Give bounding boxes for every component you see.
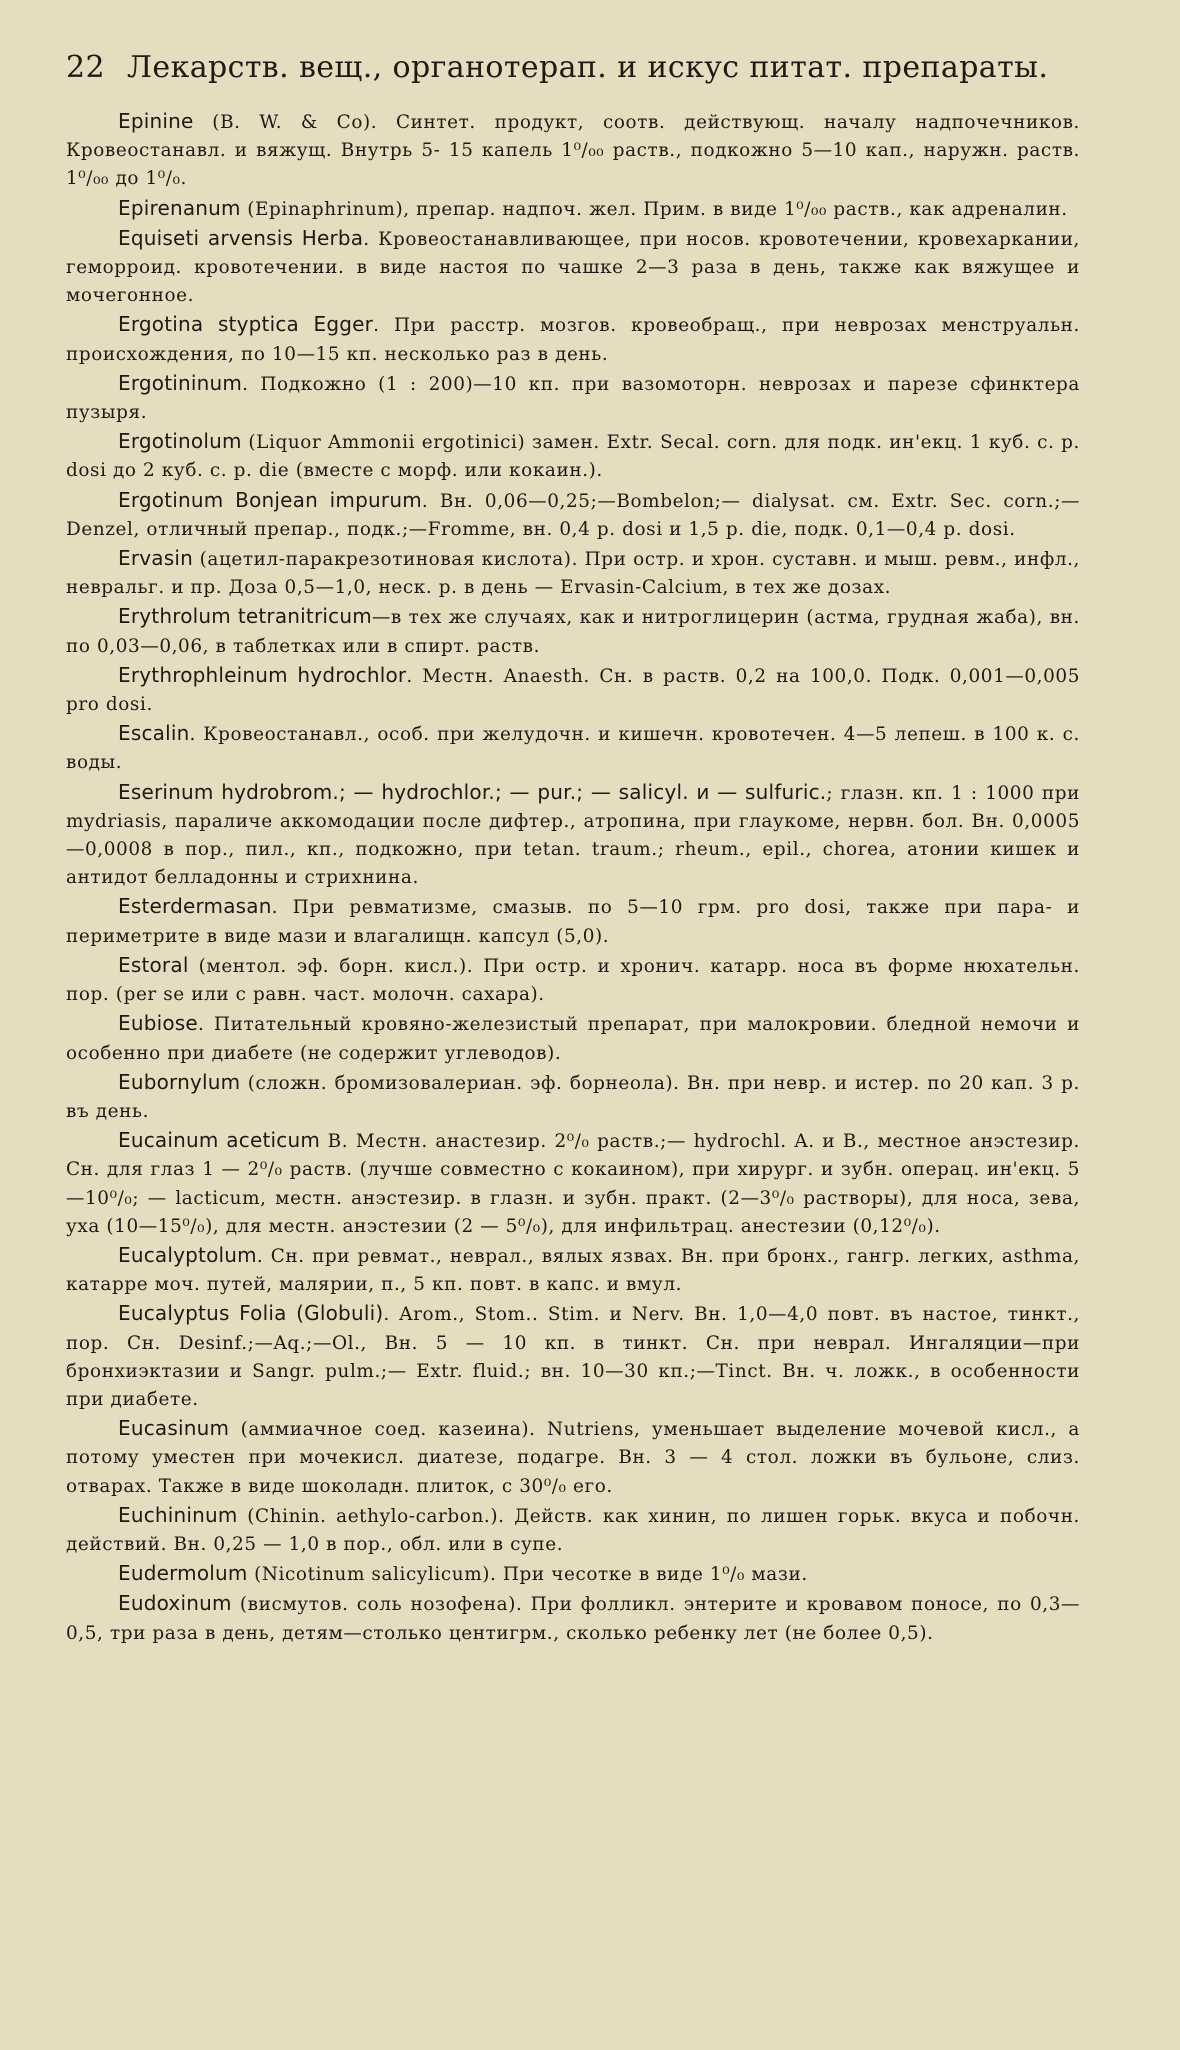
entry-term: Erythrophleinum hydrochlor [118, 662, 407, 687]
entry-term: Epirenanum [118, 195, 241, 220]
entry-text: (B. W. & Co). Синтет. продукт, соотв. действующ. началу надпочечников. Кровеостанавл. и вяжущ. Внутрь 5- 15 капель 1⁰/₀₀ раств., подкожно 5—10 кап., наружн. раств. 1⁰/₀₀ до 1⁰/₀. [66, 112, 1080, 190]
dictionary-entry [66, 194, 1080, 224]
entry-text: (ментол. эф. борн. кисл.). При остр. и хронич. катарр. носа въ форме нюхательн. пор. (per se или с равн. част. молочн. сахара). [66, 955, 1080, 1006]
entry-text: . Кровеостанавл., особ. при желудочн. и кишечн. кровотечен. 4—5 лепеш. в 100 к. с. воды. [66, 724, 1080, 774]
page-number: 22 [66, 50, 105, 85]
dictionary-entry [66, 951, 1080, 1009]
entry-term: Eudoxinum [118, 1591, 232, 1616]
entry-term: Eucainum aceticum [118, 1128, 321, 1153]
dictionary-entry [66, 486, 1080, 544]
entry-term: Eucasinum [118, 1416, 230, 1441]
entry-text: . Подкожно (1 : 200)—10 кп. при вазомоторн. неврозах и парезе сфинктера пузыря. [66, 373, 1080, 424]
entry-term: Eserinum hydrobrom.; — hydrochlor.; — pur.; — salicyl. и — sulfuric. [118, 779, 827, 804]
entry-text: (Liquor Ammonii ergotinici) замен. Extr. Secal. corn. для подк. ин'екц. 1 куб. с. р. dosi до 2 куб. с. р. die (вместе с морф. или кокаин.). [66, 432, 1080, 482]
page-title: Лекарств. вещ., органотерап. и искус питат. препараты. [126, 50, 1049, 85]
dictionary-entry [66, 369, 1080, 427]
dictionary-entry [66, 1241, 1080, 1299]
dictionary-entry [66, 1501, 1080, 1559]
entry-text: (аммиачное соед. казеина). Nutriens, уменьшает выделение мочевой кисл., а потому уместен при мочекисл. диатезе, подагре. Вн. 3 — 4 стол. ложки въ бульоне, слиз. отварах. Также в виде шоколадн. плиток, с 30⁰/₀ его. [66, 1419, 1080, 1497]
entry-term: Escalin [118, 721, 190, 746]
dictionary-entry [66, 1126, 1080, 1241]
entry-text: . Питательный кровяно-железистый препарат, при малокровии. бледной немочи и особенно при диабете (не содержит углеводов). [66, 1014, 1080, 1064]
entry-term: Epinine [118, 109, 194, 133]
dictionary-entry [66, 544, 1080, 602]
entry-term: Erythrolum tetranitricum [118, 604, 372, 629]
dictionary-entry [66, 1589, 1080, 1647]
entry-text: (висмутов. соль нозофена). При фолликл. энтерите и кровавом поносе, по 0,3—0,5, три раза в день, детям—столько центигрм., сколько ребенку лет (не более 0,5). [66, 1594, 1080, 1644]
entry-term: Eubiose [118, 1011, 198, 1036]
dictionary-entry [66, 892, 1080, 950]
entry-text: ; глазн. кп. 1 : 1000 при mydriasis, параличе аккомодации после дифтер., атропина, при глаукоме, нервн. бол. Вн. 0,0005—0,0008 в пор., пил., кп., подкожно, при tetan. traum.; rheum., epil., chorea, атонии кишек и антидот белладонны и стрихнина. [66, 782, 1080, 889]
dictionary-entry [66, 1068, 1080, 1126]
entry-text: . Местн. Anaesth. Сн. в раств. 0,2 на 100,0. Подк. 0,001—0,005 pro dosi. [66, 665, 1081, 716]
entry-term: Ergotinolum [118, 429, 242, 454]
entry-term: Ergotinum Bonjean impurum [118, 487, 422, 512]
entry-term: Eucalyptus Folia (Globuli) [118, 1301, 384, 1326]
entry-text: B. Местн. анастезир. 2⁰/₀ раств.;— hydrochl. A. и B., местное анэстезир. Сн. для глаз 1 — 2⁰/₀ раств. (лучше совместно с кокаином), при хирург. и зубн. операц. ин'екц. 5—10⁰/₀; — lacticum, местн. анэстезир. в глазн. и зубн. практ. (2—3⁰/₀ растворы), для носа, зева, уха (10—15⁰/₀), для местн. анэстезии (2 — 5⁰/₀), для инфильтрац. анестезии (0,12⁰/₀). [66, 1131, 1081, 1237]
entry-term: Eucalyptolum [118, 1242, 257, 1267]
dictionary-entry [66, 1299, 1080, 1414]
entry-term: Ervasin [118, 546, 194, 571]
entry-term: Ergotininum [118, 370, 243, 395]
entry-term: Euchininum [118, 1502, 238, 1527]
entry-text: . Кровеостанавливающее, при носов. кровотечении, кровехаркании, геморроид. кровотечении. в виде настоя по чашке 2—3 раза в день, также как вяжущее и мочегонное. [66, 228, 1081, 307]
dictionary-entry [66, 661, 1080, 719]
entry-term: Esterdermasan [118, 894, 272, 919]
entry-text: . Arom., Stom.. Stim. и Nerv. Вн. 1,0—4,0 повт. въ настое, тинкт., пор. Сн. Desinf.;—Aq.;—Ol., Вн. 5 — 10 кп. в тинкт. Сн. при неврал. Ингаляции—при бронхиэктазии и Sangr. pulm.;— Extr. fluid.; вн. 10—30 кп.;—Tinct. Вн. ч. ложк., в особенности при диабете. [66, 1304, 1080, 1410]
dictionary-entry [66, 778, 1080, 893]
entry-text: (Chinin. aethylo-carbon.). Действ. как хинин, по лишен горьк. вкуса и побочн. действий. Вн. 0,25 — 1,0 в пор., обл. или в супе. [66, 1505, 1080, 1555]
dictionary-entry [66, 107, 1080, 194]
dictionary-entry [66, 719, 1080, 777]
dictionary-entry [66, 602, 1080, 660]
dictionary-entry [66, 1414, 1080, 1501]
entry-text: . Сн. при ревмат., неврал., вялых язвах. Вн. при бронх., гангр. легких, asthma, катарре моч. путей, малярии, п., 5 кп. повт. в капс. и вмул. [66, 1245, 1080, 1296]
entry-text: (сложн. бромизовалериан. эф. борнеола). Вн. при невр. и истер. по 20 кап. 3 р. въ день. [66, 1072, 1080, 1122]
entry-term: Eudermolum [118, 1561, 248, 1586]
entry-term: Equiseti arvensis Herba [118, 225, 364, 250]
entry-term: Estoral [118, 952, 189, 977]
dictionary-entry [66, 310, 1080, 368]
entry-text: (ацетил-паракрезотиновая кислота). При остр. и хрон. суставн. и мыш. ревм., инфл., невральг. и пр. Доза 0,5—1,0, неск. р. в день — Ervasin-Calcium, в тех же дозах. [66, 549, 1080, 599]
dictionary-entry [66, 1559, 1080, 1589]
running-head [66, 50, 1080, 85]
entry-text: (Nicotinum salicylicum). При чесотке в виде 1⁰/₀ мази. [247, 1564, 808, 1586]
entry-term: Ergotina styptica Egger [118, 312, 374, 337]
entry-list [66, 107, 1080, 1648]
dictionary-entry [66, 427, 1080, 485]
entry-text: . Вн. 0,06—0,25;—Bombelon;— dialysat. см. Extr. Sec. corn.;—Denzel, отличный препар., подк.;—Fromme, вн. 0,4 р. dosi и 1,5 р. die, подк. 0,1—0,4 р. dosi. [66, 490, 1080, 540]
entry-text: . При ревматизме, смазыв. по 5—10 грм. pro dosi, также при пара- и периметрите в виде мази и влагалищн. капсул (5,0). [66, 897, 1080, 947]
dictionary-entry [66, 224, 1080, 311]
entry-text: —в тех же случаях, как и нитроглицерин (астма, грудная жаба), вн. по 0,03—0,06, в таблетках или в спирт. раств. [66, 607, 1080, 657]
entry-text: (Epinaphrinum), препар. надпоч. жел. Прим. в виде 1⁰/₀₀ раств., как адреналин. [240, 198, 1068, 220]
entry-term: Eubornylum [118, 1069, 241, 1094]
dictionary-entry [66, 1009, 1080, 1067]
entry-text: . При расстр. мозгов. кровеобращ., при неврозах менструальн. происхождения, по 10—15 кп. несколько раз в день. [66, 315, 1080, 365]
